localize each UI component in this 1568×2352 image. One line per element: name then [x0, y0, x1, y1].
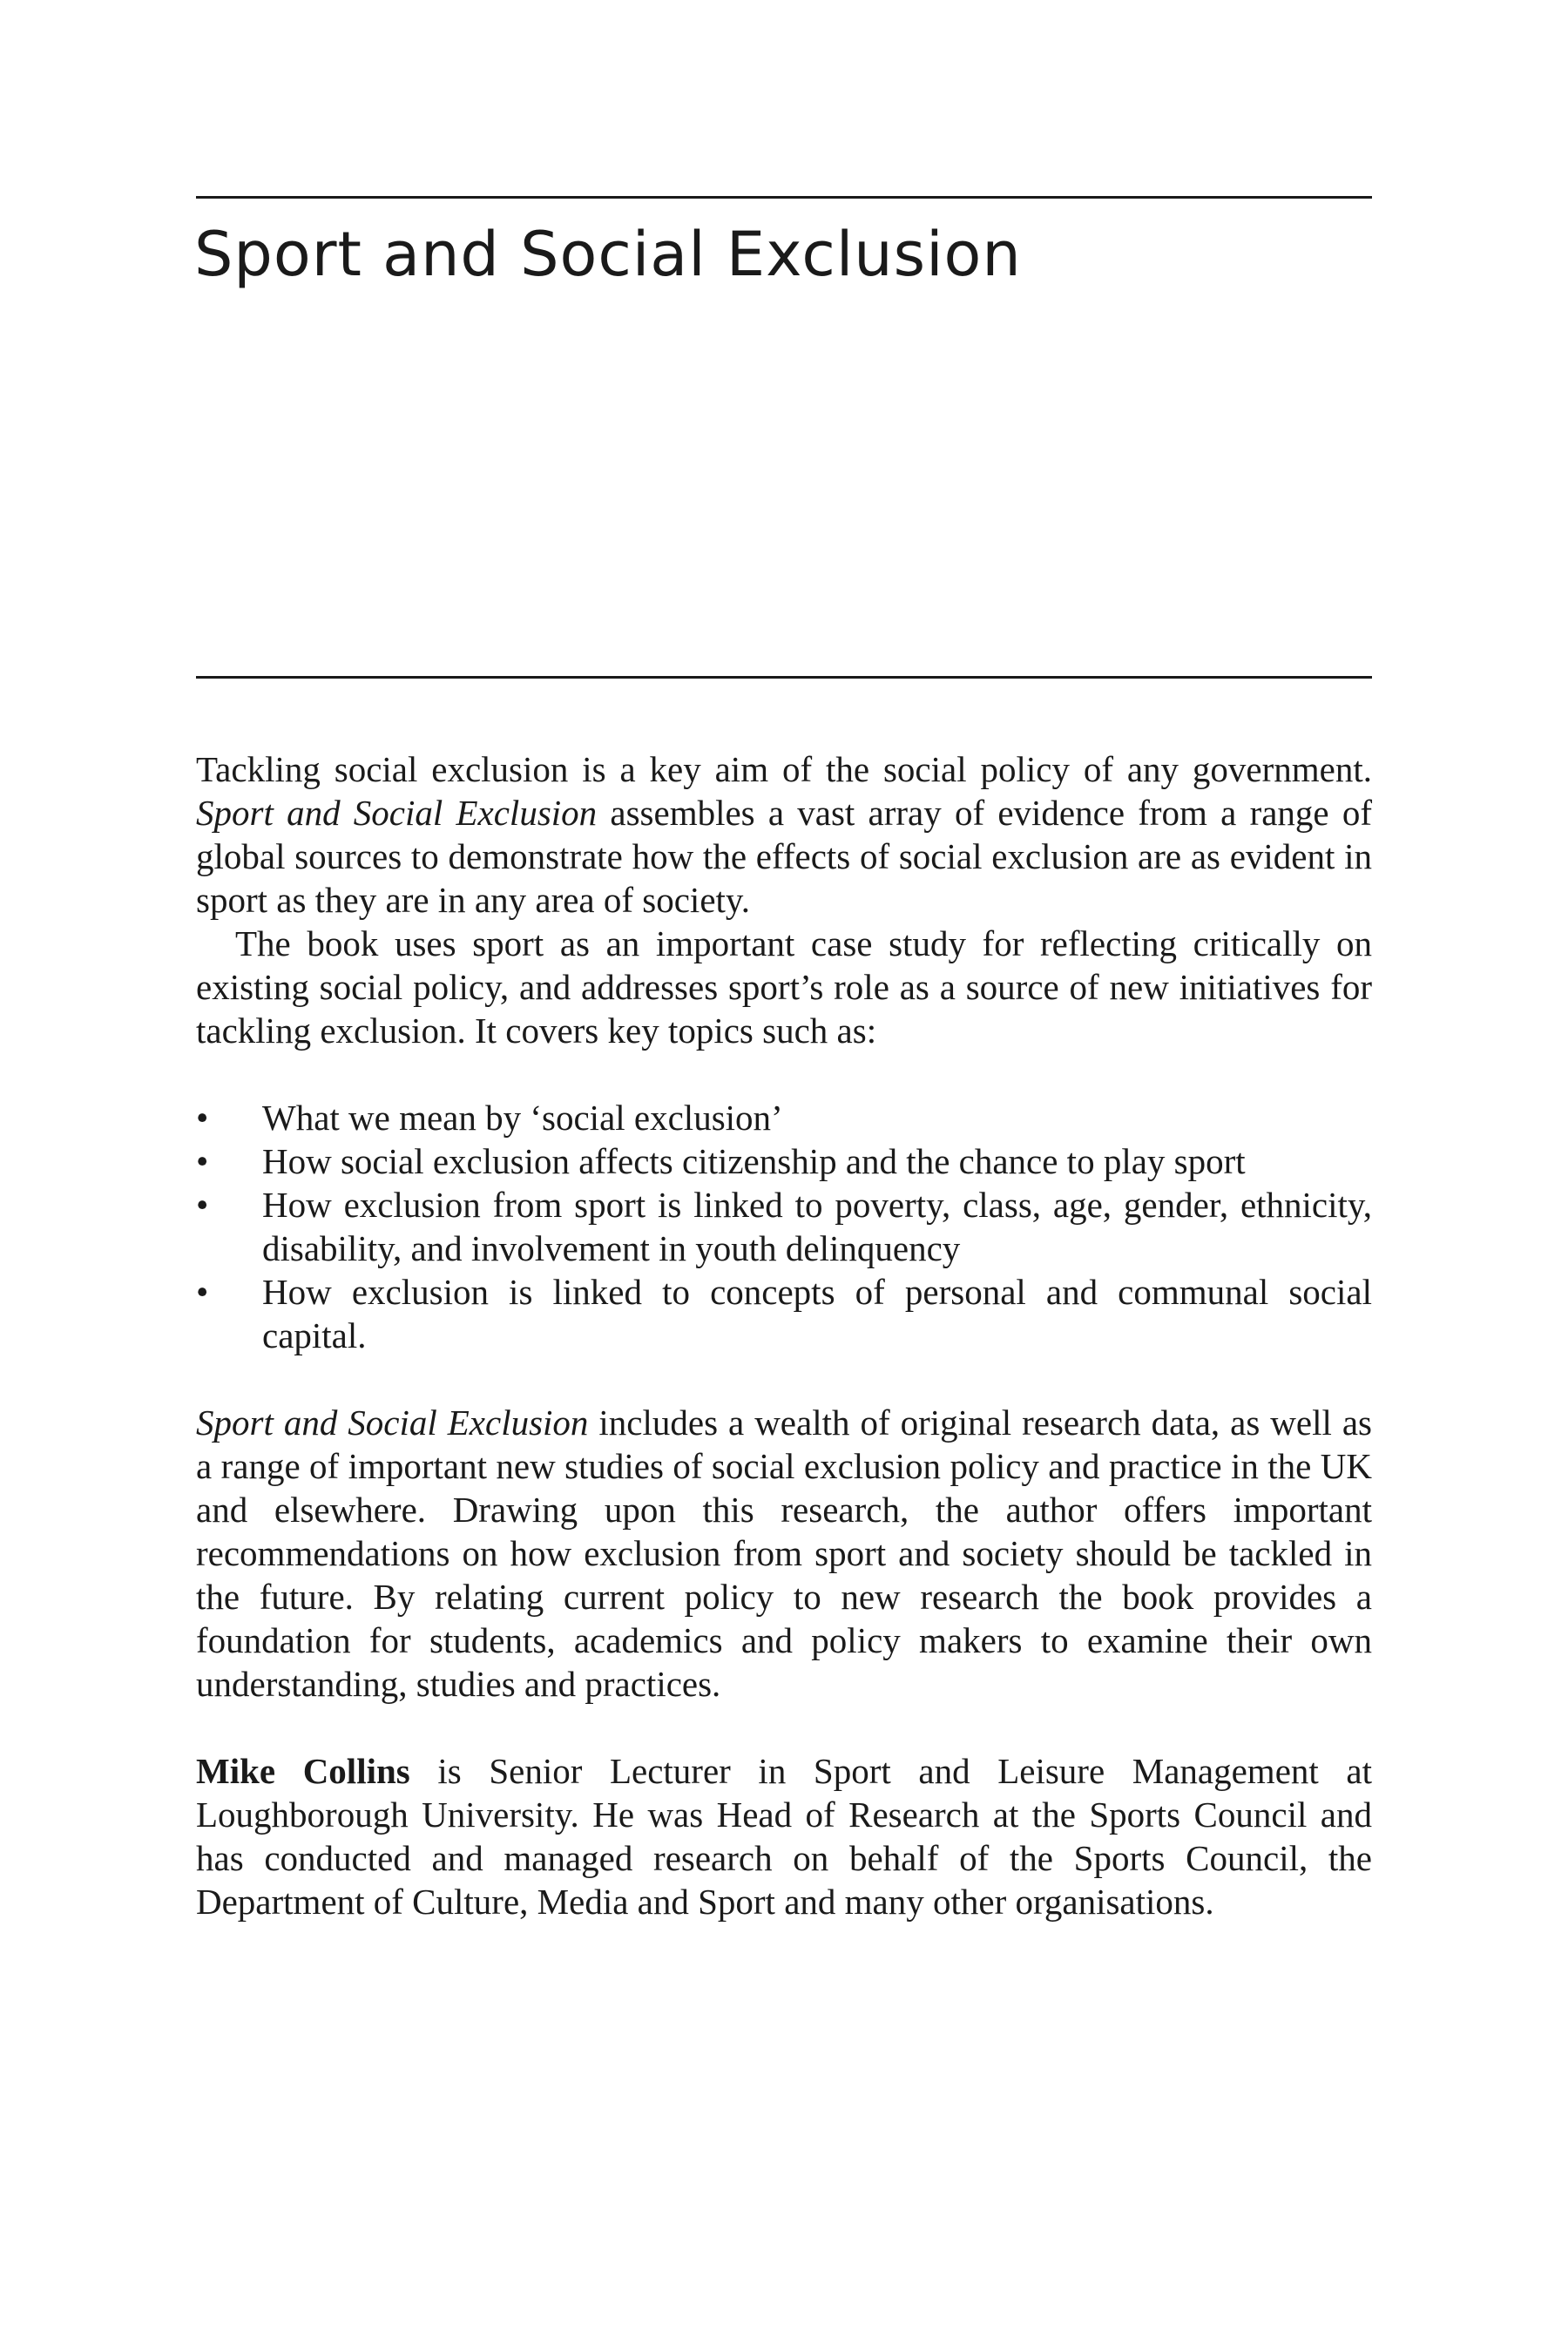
- top-rule: [196, 196, 1372, 199]
- author-bio: [196, 1749, 1372, 1923]
- intro-book-title: Sport and Social Exclusion: [196, 793, 598, 833]
- author-bio-text: is Senior Lecturer in Sport and Leisure Management at Loughborough University. He was Head of Research at the Sports Council and has conducted and managed research on behalf of the Sports Council, the Department of Culture, Media and Sport and many other organisations.: [196, 1751, 1372, 1922]
- research-book-title: Sport and Social Exclusion: [196, 1402, 589, 1443]
- bullet-icon: •: [196, 1185, 209, 1225]
- list-item: [196, 1139, 1372, 1183]
- author-name: Mike Collins: [196, 1751, 410, 1791]
- blurb: [196, 747, 1372, 1923]
- research-text: includes a wealth of original research data, as well as a range of important new studies of social exclusion policy and practice in the UK and elsewhere. Drawing upon this research, the author offers important recommendations on how exclusion from sport and society should be tackled in the future. By relating current policy to new research the book provides a foundation for students, academics and policy makers to examine their own understanding, studies and practices.: [196, 1402, 1372, 1704]
- list-item: [196, 1183, 1372, 1270]
- bullet-icon: •: [196, 1098, 209, 1138]
- list-item-text: How social exclusion affects citizenship and the chance to play sport: [262, 1141, 1246, 1181]
- research-paragraph: [196, 1401, 1372, 1706]
- topics-list: [196, 1096, 1372, 1357]
- list-item: [196, 1270, 1372, 1357]
- list-item: [196, 1096, 1372, 1139]
- intro-text-start: Tackling social exclusion is a key aim of the social policy of any government.: [196, 749, 1372, 789]
- intro-paragraph: [196, 747, 1372, 922]
- bullet-icon: •: [196, 1272, 209, 1312]
- topics-intro-paragraph: The book uses sport as an important case study for reflecting critically on existing social policy, and addresses sport’s role as a source of new initiatives for tackling exclusion. It covers key topics such as:: [196, 923, 1372, 1051]
- list-item-text: How exclusion is linked to concepts of personal and communal social capital.: [262, 1272, 1372, 1355]
- bottom-rule: [196, 676, 1372, 679]
- intro-text-end: assembles a vast array of evidence from a range of global sources to demonstrate how the effects of social exclusion are as evident in sport as they are in any area of society.: [196, 793, 1372, 920]
- list-item-text: How exclusion from sport is linked to poverty, class, age, gender, ethnicity, disability, and involvement in youth delinquency: [262, 1185, 1372, 1268]
- book-title: Sport and Social Exclusion: [194, 219, 1022, 290]
- list-item-text: What we mean by ‘social exclusion’: [262, 1098, 783, 1138]
- bullet-icon: •: [196, 1141, 209, 1181]
